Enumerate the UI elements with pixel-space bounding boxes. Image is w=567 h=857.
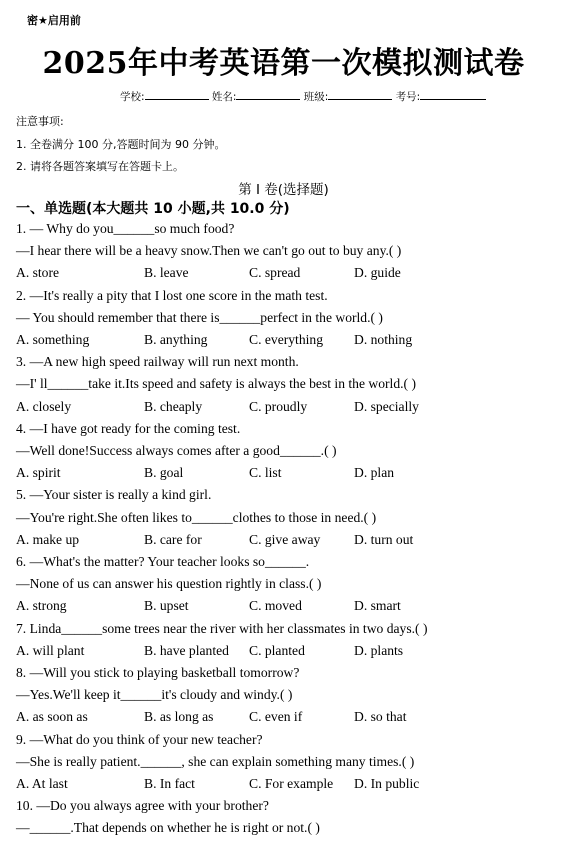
student-info-row [120, 89, 486, 104]
answer-option: D. turn out [354, 532, 414, 547]
exam-title: 2025年中考英语第一次模拟测试卷 [42, 46, 525, 81]
exam-number-label: 考号: [395, 91, 421, 103]
answer-option: C. For example [249, 776, 334, 791]
question-stem: 1. — Why do you______so much food? [16, 221, 235, 236]
answer-option: A. will plant [16, 643, 85, 658]
answer-option: D. nothing [354, 332, 413, 347]
note-item: 1. 全卷满分 100 分,答题时间为 90 分钟。 [16, 138, 226, 151]
answer-option: B. upset [144, 598, 189, 613]
answer-option: C. moved [249, 598, 302, 613]
note-item: 2. 请将各题答案填写在答题卡上。 [16, 160, 184, 173]
name-blank[interactable] [236, 89, 300, 100]
answer-option: B. as long as [144, 709, 214, 724]
question-stem: 2. —It's really a pity that I lost one score in the math test. [16, 288, 328, 303]
answer-option: A. make up [16, 532, 80, 547]
answer-option: B. cheaply [144, 399, 203, 414]
answer-option: D. In public [354, 776, 420, 791]
question-dialogue: —I hear there will be a heavy snow.Then we can't go out to buy any.( ) [16, 243, 402, 258]
answer-option: B. care for [144, 532, 202, 547]
answer-option: D. guide [354, 265, 401, 280]
school-label: 学校: [120, 91, 145, 103]
answer-option: C. give away [249, 532, 321, 547]
class-label: 班级: [303, 91, 329, 103]
question-dialogue: — You should remember that there is______perfect in the world.( ) [16, 310, 383, 325]
answer-option: B. leave [144, 265, 189, 280]
confidential-label: 密★启用前 [27, 14, 81, 27]
answer-option: A. strong [16, 598, 67, 613]
answer-option: A. At last [16, 776, 68, 791]
answer-option: A. something [16, 332, 90, 347]
answer-option: D. plants [354, 643, 404, 658]
school-blank[interactable] [145, 89, 209, 100]
answer-option: B. anything [144, 332, 208, 347]
answer-option: A. closely [16, 399, 72, 414]
answer-option: A. as soon as [16, 709, 88, 724]
answer-option: B. have planted [144, 643, 229, 658]
question-dialogue: —None of us can answer his question rightly in class.( ) [16, 576, 322, 591]
exam-number-blank[interactable] [420, 89, 486, 100]
question-dialogue: —I' ll______take it.Its speed and safety is always the best in the world.( ) [16, 376, 416, 391]
question-stem: 6. —What's the matter? Your teacher looks so______. [16, 554, 310, 569]
answer-option: A. store [16, 265, 60, 280]
question-dialogue: —She is really patient.______, she can explain something many times.( ) [16, 754, 415, 769]
answer-option: C. even if [249, 709, 303, 724]
question-stem: 5. —Your sister is really a kind girl. [16, 487, 212, 502]
answer-option: A. spirit [16, 465, 61, 480]
question-stem: 10. —Do you always agree with your brother? [16, 798, 269, 813]
question-stem: 8. —Will you stick to playing basketball tomorrow? [16, 665, 300, 680]
question-dialogue: —______.That depends on whether he is right or not.( ) [16, 820, 320, 835]
question-stem: 3. —A new high speed railway will run next month. [16, 354, 299, 369]
answer-option: C. list [249, 465, 282, 480]
class-blank[interactable] [328, 89, 392, 100]
question-dialogue: —Yes.We'll keep it______it's cloudy and windy.( ) [16, 687, 293, 702]
question-stem: 4. —I have got ready for the coming test. [16, 421, 241, 436]
answer-option: B. goal [144, 465, 184, 480]
question-stem: 7. Linda______some trees near the river with her classmates in two days.( ) [16, 621, 428, 636]
answer-option: C. proudly [249, 399, 308, 414]
answer-option: D. plan [354, 465, 395, 480]
answer-option: D. so that [354, 709, 407, 724]
question-dialogue: —Well done!Success always comes after a good______.( ) [16, 443, 337, 458]
answer-option: C. spread [249, 265, 301, 280]
roll-title: 第 I 卷(选择题) [238, 182, 329, 198]
answer-option: C. everything [249, 332, 323, 347]
notes-heading: 注意事项: [16, 115, 64, 128]
answer-option: D. specially [354, 399, 419, 414]
answer-option: C. planted [249, 643, 305, 658]
answer-option: D. smart [354, 598, 401, 613]
question-stem: 9. —What do you think of your new teacher? [16, 732, 263, 747]
answer-option: B. In fact [144, 776, 195, 791]
question-dialogue: —You're right.She often likes to______clothes to those in need.( ) [16, 510, 377, 525]
section-title: 一、单选题(本大题共 10 小题,共 10.0 分) [16, 201, 290, 217]
name-label: 姓名: [211, 91, 237, 103]
